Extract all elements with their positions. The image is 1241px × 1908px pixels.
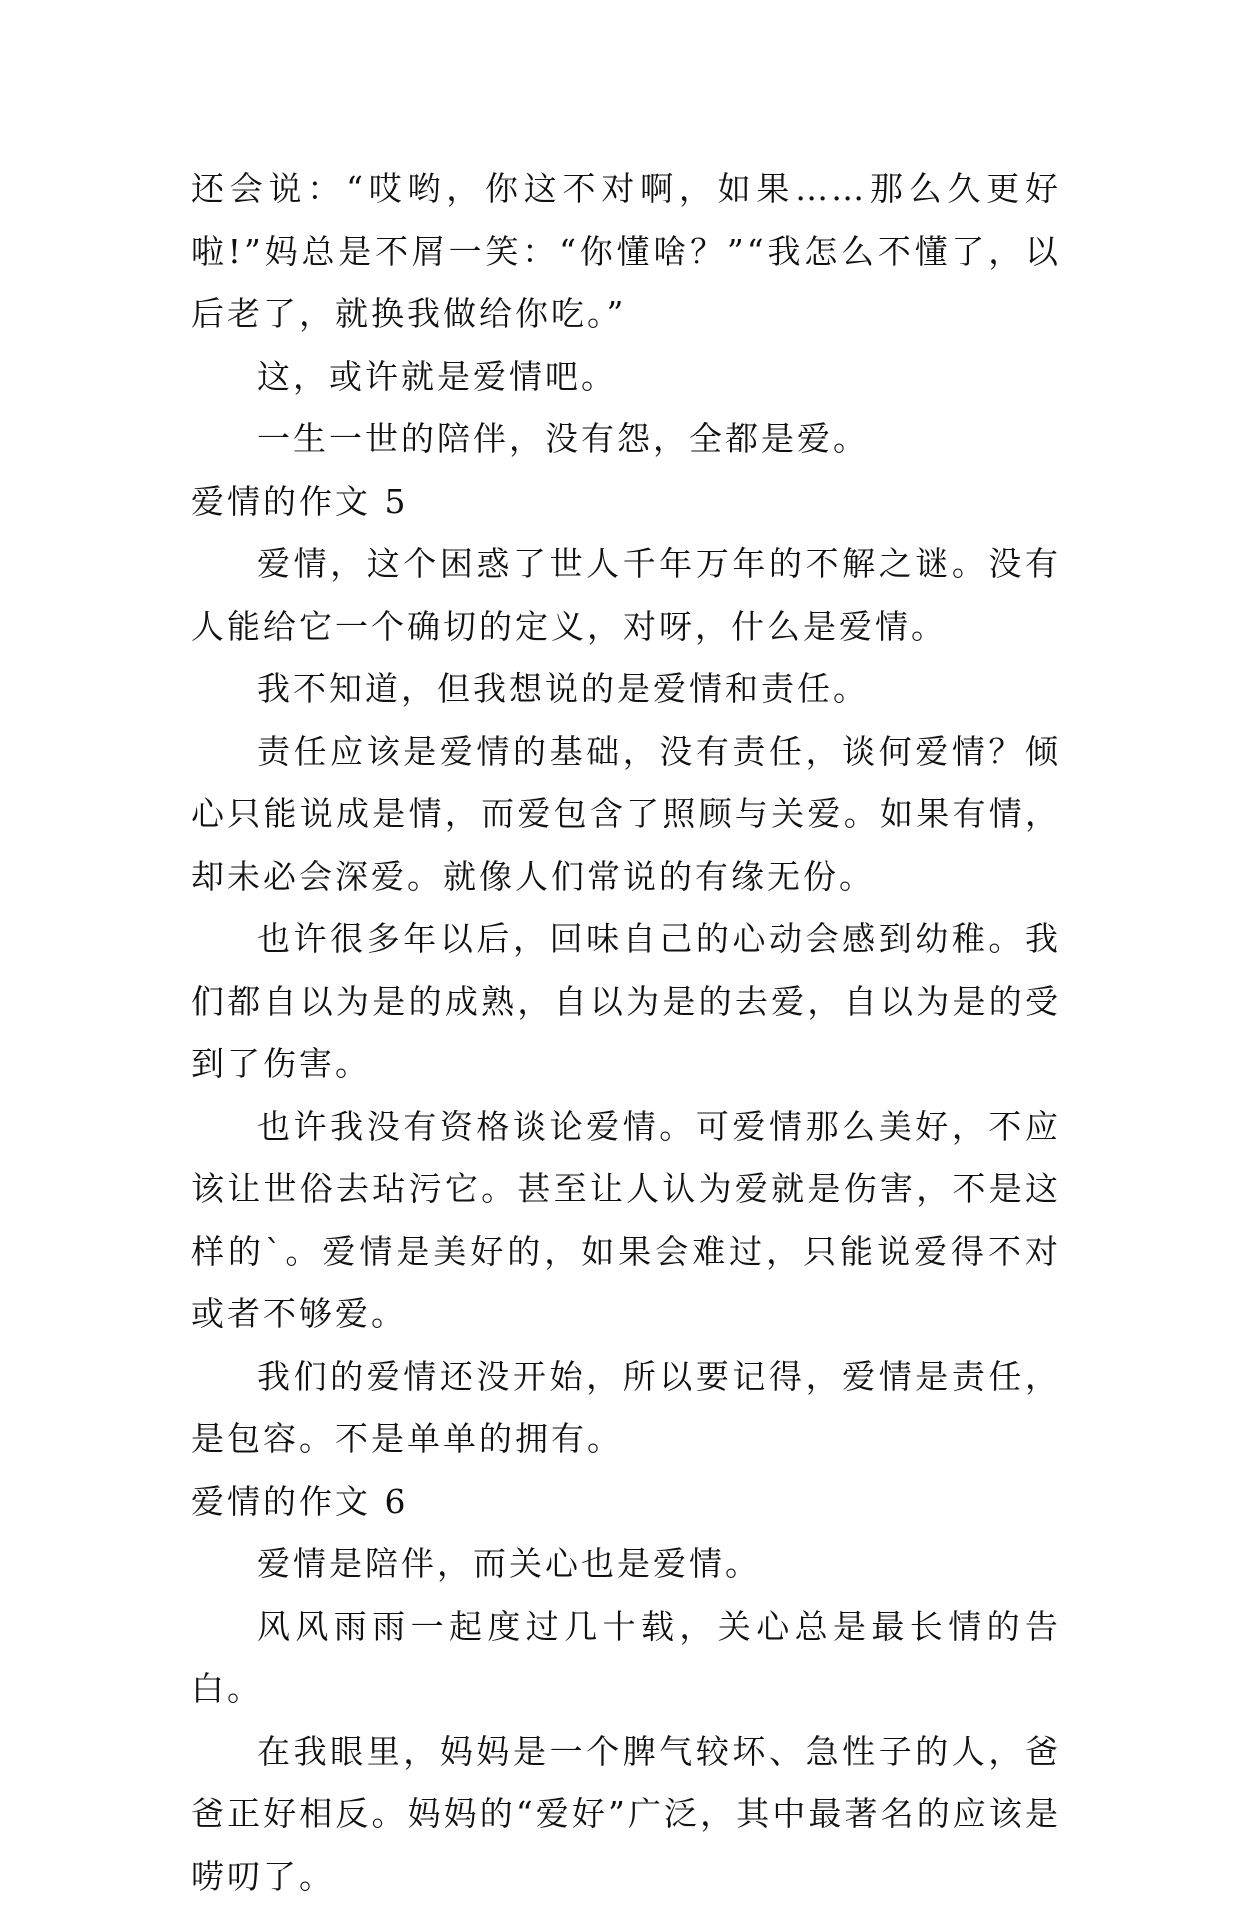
section-heading: 爱情的作文 6 [191,1471,1061,1534]
paragraph: 一生一世的陪伴，没有怨，全都是爱。 [191,408,1061,471]
paragraph: 风风雨雨一起度过几十载，关心总是最长情的告白。 [191,1596,1061,1721]
paragraph: 爱情是陪伴，而关心也是爱情。 [191,1533,1061,1596]
section-heading: 爱情的作文 5 [191,471,1061,534]
paragraph: 这，或许就是爱情吧。 [191,346,1061,409]
paragraph-continued: 还会说：“哎哟，你这不对啊，如果……那么久更好啦!”妈总是不屑一笑：“你懂啥？”“我怎么不懂了，以后老了，就换我做给你吃。” [191,158,1061,346]
paragraph: 也许我没有资格谈论爱情。可爱情那么美好，不应该让世俗去玷污它。甚至让人认为爱就是伤害，不是这样的`。爱情是美好的，如果会难过，只能说爱得不对或者不够爱。 [191,1096,1061,1346]
document-page [191,158,1061,1908]
paragraph: 我们的爱情还没开始，所以要记得，爱情是责任，是包容。不是单单的拥有。 [191,1346,1061,1471]
paragraph: 也许很多年以后，回味自己的心动会感到幼稚。我们都自以为是的成熟，自以为是的去爱，自以为是的受到了伤害。 [191,908,1061,1096]
paragraph: 我不知道，但我想说的是爱情和责任。 [191,658,1061,721]
paragraph: 责任应该是爱情的基础，没有责任，谈何爱情？倾心只能说成是情，而爱包含了照顾与关爱。如果有情，却未必会深爱。就像人们常说的有缘无份。 [191,721,1061,909]
paragraph: 爱情，这个困惑了世人千年万年的不解之谜。没有人能给它一个确切的定义，对呀，什么是爱情。 [191,533,1061,658]
paragraph: 在我眼里，妈妈是一个脾气较坏、急性子的人，爸爸正好相反。妈妈的“爱好”广泛，其中最著名的应该是唠叨了。 [191,1721,1061,1908]
